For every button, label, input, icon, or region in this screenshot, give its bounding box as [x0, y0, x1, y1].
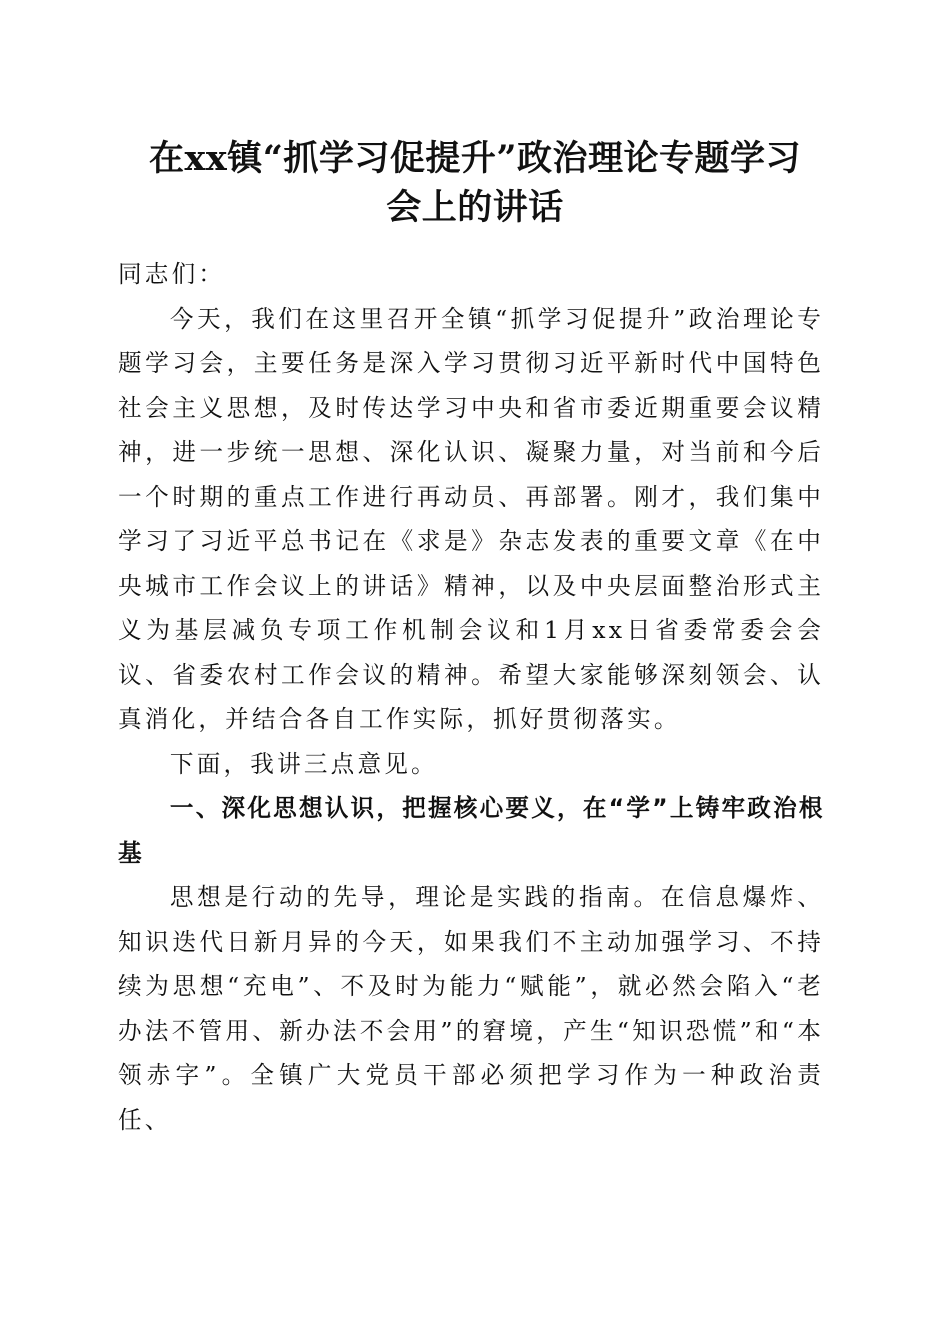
paragraph-three-points: 下面，我讲三点意见。	[169, 749, 438, 778]
paragraph-opening: 今天，我们在这里召开全镇“抓学习促提升”政治理论专题学习会，主要任务是深入学习贯彻习近平新时代中国特色社会主义思想，及时传达学习中央和省市委近期重要会议精神，进一步统一思想、深化认识、凝聚力量，对当前和今后一个时期的重点工作进行再动员、再部署。刚才，我们集中学习了习近平总书记在《求是》杂志发表的重要文章《在中央城市工作会议上的讲话》精神，以及中央层面整治形式主义为基层减负专项工作机制会议和1月xx日省委常委会会议、省委农村工作会议的精神。希望大家能够深刻领会、认真消化，并结合各自工作实际，抓好贯彻落实。	[118, 304, 824, 733]
paragraph-section-1: 思想是行动的先导，理论是实践的指南。在信息爆炸、知识迭代日新月异的今天，如果我们不主动加强学习、不持续为思想“充电”、不及时为能力“赋能”，就必然会陷入“老办法不管用、新办法不会用”的窘境，产生“知识恐慌”和“本领赤字”。全镇广大党员干部必须把学习作为一种政治责任、	[118, 883, 824, 1134]
title-line-2: 会上的讲话	[386, 187, 564, 228]
document-body	[118, 252, 824, 1142]
document-title	[118, 134, 832, 232]
section-heading-1: 一、深化思想认识，把握核心要义，在“学”上铸牢政治根基	[118, 794, 824, 867]
salutation: 同志们：	[118, 260, 226, 288]
title-line-1: 在xx镇“抓学习促提升”政治理论专题学习	[149, 138, 801, 179]
